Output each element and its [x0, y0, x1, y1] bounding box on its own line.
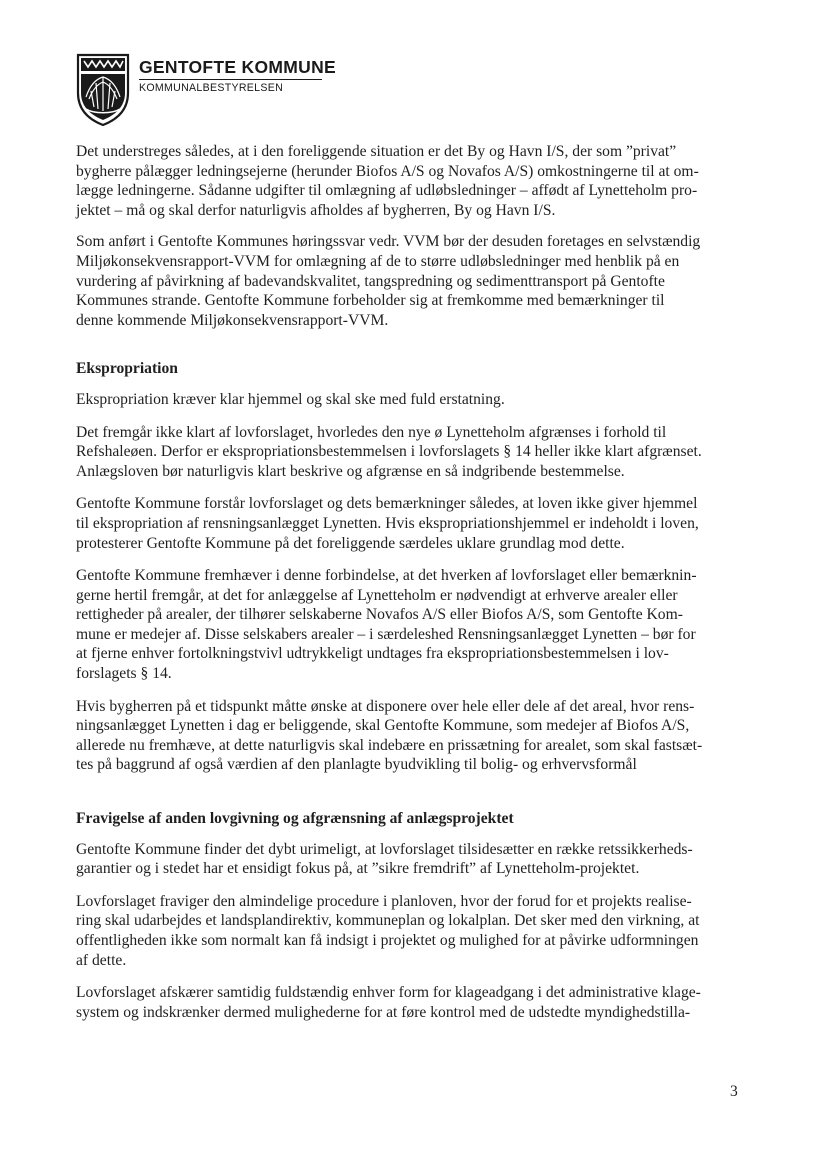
paragraph — [76, 983, 748, 1022]
text-line: Det understreges således, at i den foreliggende situation er det By og Havn I/S, der som ”privat” — [76, 143, 677, 160]
text-line: Refshaleøen. Derfor er ekspropriationsbestemmelsen i lovforslagets § 14 heller ikke klart afgrænset. — [76, 443, 702, 461]
text-line: denne kommende Miljøkonsekvensrapport-VVM. — [76, 311, 389, 329]
text-line: Hvis bygherren på et tidspunkt måtte ønske at disponere over hele eller dele af det areal, hvor rens- — [76, 697, 695, 715]
text-line: protesterer Gentofte Kommune på det foreliggende særdeles uklare grundlag mod dette. — [76, 534, 625, 552]
text-line: Ekspropriation kræver klar hjemmel og skal ske med fuld erstatning. — [76, 390, 505, 408]
paragraph — [76, 494, 748, 553]
text-line: gerne hertil fremgår, at det for anlæggelse af Lynetteholm er nødvendigt at erhverve arealer eller — [76, 586, 678, 604]
text-line: forslagets § 14. — [76, 665, 172, 683]
paragraph — [76, 232, 748, 330]
section-heading-ekspropriation: Ekspropriation — [76, 360, 178, 378]
organization-subtitle: KOMMUNALBESTYRELSEN — [139, 82, 284, 94]
text-line: Gentofte Kommune finder det dybt urimeligt, at lovforslaget tilsidesætter en række retssikkerheds- — [76, 840, 693, 858]
text-line: tes på baggrund af også værdien af den planlagte byudvikling til bolig- og erhvervsformål — [76, 756, 637, 774]
text-line: at fjerne enhver fortolkningstvivl udtrykkeligt undtages fra ekspropriationsbestemmelsen i lov- — [76, 645, 669, 663]
text-line: ningsanlægget Lynetten i dag er beliggende, skal Gentofte Kommune, som medejer af Biofos A/S, — [76, 717, 690, 735]
paragraph — [76, 566, 748, 684]
text-line: vurdering af påvirkning af badevandskvalitet, tangspredning og sedimenttransport på Gentofte — [76, 272, 665, 290]
paragraph — [76, 840, 748, 879]
text-line: Det fremgår ikke klart af lovforslaget, hvorledes den nye ø Lynetteholm afgrænses i forhold til — [76, 423, 667, 441]
text-line: rettigheder på arealer, der tilhører selskaberne Novafos A/S eller Biofos A/S, som Gentofte Kom- — [76, 606, 683, 624]
text-line: Miljøkonsekvensrapport-VVM for omlægning af de to større udløbsledninger med henblik på en — [76, 252, 680, 270]
text-line: Anlægsloven bør naturligvis klart beskrive og afgrænse en så indgribende bestemmelse. — [76, 462, 625, 480]
gentofte-coat-of-arms-icon — [76, 53, 130, 127]
text-line: ring skal udarbejdes et landsplandirektiv, kommuneplan og lokalplan. Det sker med den virkning, at — [76, 912, 700, 930]
text-line: allerede nu fremhæve, at dette naturligvis skal indebære en prissætning for arealet, som skal fastsæt- — [76, 736, 703, 754]
document-body — [76, 142, 748, 1022]
text-line: mune er medejer af. Disse selskabers arealer – i særdeleshed Rensningsanlægget Lynetten – bør for — [76, 625, 696, 643]
text-line: bygherre pålægger ledningsejerne (herunder Biofos A/S og Novafos A/S) omkostningerne til at om- — [76, 162, 699, 180]
paragraph — [76, 142, 748, 220]
paragraph — [76, 697, 748, 775]
text-line: Lovforslaget fraviger den almindelige procedure i planloven, hvor der forud for et projekts realise- — [76, 892, 692, 910]
text-line: garantier og i stedet har et ensidigt fokus på, at ”sikre fremdrift” af Lynetteholm-projektet. — [76, 860, 640, 878]
paragraph — [76, 390, 748, 410]
text-line: offentligheden ikke som normalt kan få indsigt i projektet og mulighed for at påvirke udformningen — [76, 932, 699, 949]
header-divider — [139, 79, 322, 80]
text-line: til ekspropriation af rensningsanlægget Lynetten. Hvis ekspropriationshjemmel er indeholdt i loven, — [76, 514, 699, 532]
paragraph — [76, 892, 748, 970]
text-line: jektet – må og skal derfor naturligvis afholdes af bygherren, By og Havn I/S. — [76, 201, 556, 219]
section-heading-fravigelse: Fravigelse af anden lovgivning og afgrænsning af anlægsprojektet — [76, 810, 514, 828]
text-line: system og indskrænker dermed mulighederne for at føre kontrol med de udstedte myndighedstilla- — [76, 1003, 691, 1021]
text-line: Som anført i Gentofte Kommunes høringssvar vedr. VVM bør der desuden foretages en selvstændig — [76, 233, 701, 251]
text-line: af dette. — [76, 951, 127, 969]
text-line: Gentofte Kommune fremhæver i denne forbindelse, at det hverken af lovforslaget eller bemærknin- — [76, 567, 697, 585]
text-line: Lovforslaget afskærer samtidig fuldstændig enhver form for klageadgang i det administrative klage- — [76, 984, 701, 1002]
text-line: lægge ledningerne. Sådanne udgifter til omlægning af udløbsledninger – affødt af Lynetteholm pro- — [76, 182, 698, 200]
organization-name: GENTOFTE KOMMUNE — [139, 57, 336, 77]
text-line: Gentofte Kommune forstår lovforslaget og dets bemærkninger således, at loven ikke giver hjemmel — [76, 495, 698, 513]
paragraph — [76, 423, 748, 482]
text-line: Kommunes strande. Gentofte Kommune forbeholder sig at fremkomme med bemærkninger til — [76, 292, 665, 310]
page-number: 3 — [730, 1083, 738, 1100]
